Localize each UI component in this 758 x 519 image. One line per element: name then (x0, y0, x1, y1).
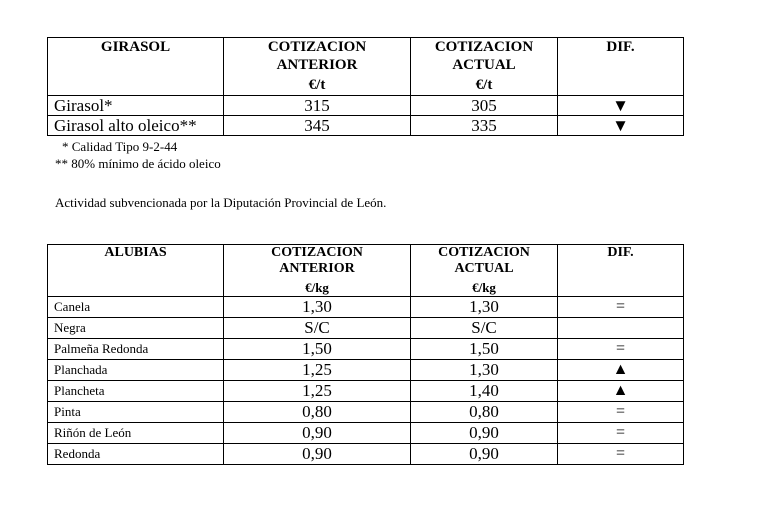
table-row (48, 444, 684, 465)
girasol-unit-row (48, 76, 684, 96)
table-row (48, 318, 684, 339)
dif-cell (558, 318, 684, 339)
dif-equal-icon: = (558, 444, 684, 465)
header-dif: DIF. (558, 38, 684, 77)
product-name: Girasol* (48, 96, 224, 116)
product-name: Negra (48, 318, 224, 339)
price-anterior: 315 (224, 96, 411, 116)
dif-equal-icon: = (558, 402, 684, 423)
price-actual: S/C (411, 318, 558, 339)
dif-up-icon: ▲ (558, 360, 684, 381)
product-name: Canela (48, 297, 224, 318)
price-actual: 1,30 (411, 360, 558, 381)
dif-down-icon: ▼ (558, 116, 684, 136)
price-actual: 1,30 (411, 297, 558, 318)
unit-anterior: €/t (224, 76, 411, 96)
dif-down-icon: ▼ (558, 96, 684, 116)
price-anterior: 345 (224, 116, 411, 136)
product-name: Redonda (48, 444, 224, 465)
table-row (48, 402, 684, 423)
header-product: ALUBIAS (48, 245, 224, 281)
header-dif: DIF. (558, 245, 684, 281)
table-row (48, 297, 684, 318)
price-anterior: 1,50 (224, 339, 411, 360)
footnote-oleico: ** 80% mínimo de ácido oleico (55, 156, 221, 171)
unit-actual: €/t (411, 76, 558, 96)
price-actual: 1,50 (411, 339, 558, 360)
product-name: Planchada (48, 360, 224, 381)
alubias-header-row (48, 245, 684, 281)
table-row (48, 96, 684, 116)
price-actual: 335 (411, 116, 558, 136)
product-name: Girasol alto oleico** (48, 116, 224, 136)
header-cotizacion-anterior: COTIZACION ANTERIOR (224, 245, 411, 281)
table-row (48, 116, 684, 136)
alubias-unit-row (48, 280, 684, 297)
dif-equal-icon: = (558, 423, 684, 444)
header-cotizacion-actual: COTIZACION ACTUAL (411, 245, 558, 281)
price-anterior: S/C (224, 318, 411, 339)
unit-actual: €/kg (411, 280, 558, 297)
price-anterior: 0,80 (224, 402, 411, 423)
price-actual: 0,90 (411, 423, 558, 444)
table-row (48, 423, 684, 444)
price-anterior: 1,25 (224, 381, 411, 402)
price-anterior: 0,90 (224, 444, 411, 465)
product-name: Pinta (48, 402, 224, 423)
price-anterior: 1,30 (224, 297, 411, 318)
table-row (48, 360, 684, 381)
price-actual: 0,80 (411, 402, 558, 423)
product-name: Riñón de León (48, 423, 224, 444)
header-product: GIRASOL (48, 38, 224, 77)
alubias-price-table (47, 244, 684, 465)
price-anterior: 1,25 (224, 360, 411, 381)
product-name: Plancheta (48, 381, 224, 402)
product-name: Palmeña Redonda (48, 339, 224, 360)
footnote-calidad: * Calidad Tipo 9-2-44 (62, 139, 178, 154)
dif-equal-icon: = (558, 297, 684, 318)
dif-equal-icon: = (558, 339, 684, 360)
actividad-subvencionada: Actividad subvencionada por la Diputación Provincial de León. (55, 195, 387, 210)
girasol-price-table (47, 37, 684, 136)
dif-up-icon: ▲ (558, 381, 684, 402)
price-actual: 0,90 (411, 444, 558, 465)
table-row (48, 339, 684, 360)
price-actual: 1,40 (411, 381, 558, 402)
unit-anterior: €/kg (224, 280, 411, 297)
price-anterior: 0,90 (224, 423, 411, 444)
table-row (48, 381, 684, 402)
header-cotizacion-anterior: COTIZACION ANTERIOR (224, 38, 411, 77)
girasol-header-row (48, 38, 684, 77)
price-actual: 305 (411, 96, 558, 116)
header-cotizacion-actual: COTIZACION ACTUAL (411, 38, 558, 77)
